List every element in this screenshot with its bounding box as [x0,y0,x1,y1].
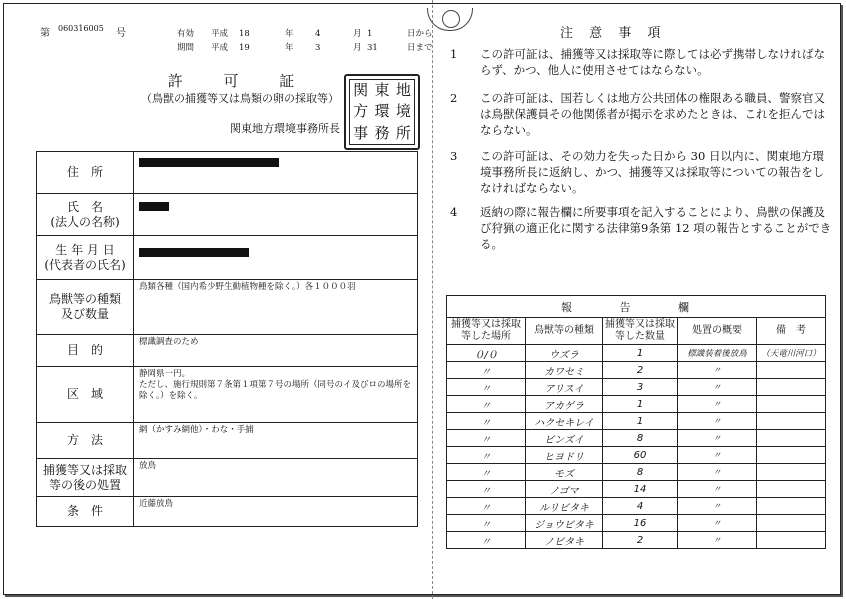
report-cell-note [757,498,826,515]
validity-to-nen: 年 [285,43,294,53]
report-table [446,295,826,549]
report-cell-place: 〃 [447,498,526,515]
seal-char: 東 [374,81,390,99]
birthdate-value [134,236,418,280]
table-row [447,362,826,379]
notice-text: 返納の際に報告欄に所要事項を記入することにより、鳥獣の保護及び狩猟の適正化に関する法律第9条第 12 項の報告とすることができる。 [480,205,832,251]
report-cell-place: 〃 [447,379,526,396]
table-row [37,423,418,459]
report-cell-place: 〃 [447,481,526,498]
report-cell-action: 〃 [678,498,757,515]
table-row [37,152,418,194]
redacted-block [139,158,279,167]
table-row [447,498,826,515]
report-cell-species: カワセミ [526,362,603,379]
report-cell-species: ビンズイ [526,430,603,447]
table-row [447,481,826,498]
report-cell-count: 1 [603,345,678,362]
purpose-value: 標識調査のため [134,335,418,367]
validity-from-label: 有効 [177,29,195,39]
report-cell-place: 〃 [447,430,526,447]
seal-char: 務 [374,123,390,142]
serial-number: 060316005 [58,24,104,33]
validity-to-era: 平成 [211,43,229,53]
seal-char: 環 [374,102,390,121]
col-species: 鳥獣等の種類 [526,318,603,345]
report-cell-species: ウズラ [526,345,603,362]
notice-item [450,46,834,78]
address-label: 住 所 [37,152,134,194]
report-cell-place: 〃 [447,464,526,481]
table-row [37,194,418,236]
report-cell-place: 〃 [447,515,526,532]
table-row [447,345,826,362]
report-cell-species: モズ [526,464,603,481]
area-value: 静岡県一円。 ただし、施行規則第７条第１項第７号の場所（同号のイ及びロの場所を除く。）を除く。 [134,367,418,423]
table-row [37,497,418,527]
report-cell-species: ノビタキ [526,532,603,549]
report-cell-action: 〃 [678,396,757,413]
report-cell-note [757,413,826,430]
validity-period [175,26,435,56]
report-cell-species: ノゴマ [526,481,603,498]
permit-title: 許 可 証 [167,72,313,90]
report-cell-place: 〃 [447,362,526,379]
report-cell-count: 2 [603,362,678,379]
table-row [447,464,826,481]
validity-from-year: 18 [239,29,250,39]
notice-text: この許可証は、捕獲等又は採取等に際しては必ず携帯しなければならず、かつ、他人に使用させてはならない。 [480,47,825,77]
table-row [447,515,826,532]
validity-to-tsuki: 月 [353,43,362,53]
report-cell-count: 3 [603,379,678,396]
report-cell-count: 8 [603,430,678,447]
notice-title: 注 意 事 項 [560,26,667,41]
report-cell-note [757,481,826,498]
report-cell-note: （天竜川河口） [757,345,826,362]
validity-from-suffix: 日から [407,29,433,39]
method-value: 網（かすみ網他）・わな・手捕 [134,423,418,459]
report-cell-note [757,447,826,464]
notice-number: 1 [450,47,458,61]
report-cell-species: ヒヨドリ [526,447,603,464]
validity-to-year: 19 [239,43,250,53]
table-row [447,396,826,413]
notice-item [450,204,834,252]
report-cell-note [757,464,826,481]
notice-text: この許可証は、国若しくは地方公共団体の権限ある職員、警察官又は鳥獣保護員その他関係者が掲示を求めたときは、これを拒んではならない。 [480,91,825,137]
address-value [134,152,418,194]
col-count: 捕獲等又は採取等した数量 [603,318,678,345]
report-cell-note [757,362,826,379]
notice-number: 3 [450,149,458,163]
report-cell-count: 16 [603,515,678,532]
report-cell-note [757,430,826,447]
report-cell-note [757,396,826,413]
validity-to-label: 期間 [177,43,195,53]
report-cell-species: ジョウビタキ [526,515,603,532]
seal-char: 事 [353,123,369,142]
method-label: 方 法 [37,423,134,459]
species-label: 鳥獣等の種類 及び数量 [37,280,134,335]
name-label: 氏 名 (法人の名称) [37,194,134,236]
table-row [447,447,826,464]
report-cell-count: 4 [603,498,678,515]
redacted-block [139,202,169,211]
report-cell-species: アリスイ [526,379,603,396]
notice-text: この許可証は、その効力を失った日から 30 日以内に、関東地方環境事務所長に返納し、かつ、捕獲等又は採取等についての報告をしなければならない。 [480,149,825,195]
report-title-row [447,296,826,318]
validity-to-month: 3 [315,43,321,53]
name-value [134,194,418,236]
report-cell-species: ハクセキレイ [526,413,603,430]
report-cell-action: 〃 [678,515,757,532]
seal-char: 境 [395,102,411,121]
report-cell-note [757,515,826,532]
report-cell-place: 〃 [447,396,526,413]
species-value: 鳥類各種（国内希少野生動植物種を除く。）各１０００羽 [134,280,418,335]
area-label: 区 域 [37,367,134,423]
table-row [447,379,826,396]
validity-to-suffix: 日まで [407,43,433,53]
table-row [37,367,418,423]
report-cell-note [757,532,826,549]
report-cell-note [757,379,826,396]
report-cell-action: 〃 [678,532,757,549]
notice-number: 4 [450,205,458,219]
report-title: 報 告 欄 [447,296,826,318]
permit-subtitle: （鳥獣の捕獲等又は鳥類の卵の採取等） [141,92,339,105]
report-cell-species: ルリビタキ [526,498,603,515]
post-capture-value: 放鳥 [134,459,418,497]
report-cell-action: 〃 [678,362,757,379]
permit-table [36,151,418,527]
table-row [37,236,418,280]
report-cell-action: 〃 [678,430,757,447]
report-cell-count: 1 [603,396,678,413]
report-cell-place: 〃 [447,413,526,430]
validity-to-day: 31 [367,43,378,53]
report-cell-action: 〃 [678,379,757,396]
report-cell-count: 2 [603,532,678,549]
validity-from-day: 1 [367,29,373,39]
report-cell-action: 〃 [678,464,757,481]
report-cell-place: 〃 [447,532,526,549]
issuer-name: 関東地方環境事務所長 [230,122,340,135]
table-row [447,532,826,549]
table-row [447,430,826,447]
validity-from-month: 4 [315,29,321,39]
col-action: 処置の概要 [678,318,757,345]
validity-from-era: 平成 [211,29,229,39]
seal-char: 地 [395,81,411,99]
report-cell-action: 標識装着後放鳥 [678,345,757,362]
seal-char: 関 [353,81,369,99]
table-row [37,459,418,497]
notice-number: 2 [450,91,458,105]
table-row [37,280,418,335]
purpose-label: 目 的 [37,335,134,367]
official-seal [344,74,420,150]
conditions-label: 条 件 [37,497,134,527]
seal-char: 所 [395,123,411,142]
report-cell-action: 〃 [678,413,757,430]
col-note: 備 考 [757,318,826,345]
report-cell-count: 14 [603,481,678,498]
table-row [37,335,418,367]
report-cell-place: 〃 [447,447,526,464]
seal-char: 方 [353,102,369,121]
birthdate-label: 生 年 月 日 (代表者の氏名) [37,236,134,280]
validity-from-tsuki: 月 [353,29,362,39]
col-place: 捕獲等又は採取等した場所 [447,318,526,345]
notice-item [450,148,834,196]
report-cell-action: 〃 [678,481,757,498]
report-cell-count: 1 [603,413,678,430]
conditions-value: 近藤放鳥 [134,497,418,527]
report-cell-species: アカゲラ [526,396,603,413]
report-cell-count: 60 [603,447,678,464]
redacted-block [139,248,249,257]
table-row [447,413,826,430]
serial-suffix: 号 [116,28,126,39]
report-cell-action: 〃 [678,447,757,464]
report-cell-place: ０/０ [447,345,526,362]
post-capture-label: 捕獲等又は採取 等の後の処置 [37,459,134,497]
serial-label: 第 [40,28,50,39]
validity-from-nen: 年 [285,29,294,39]
fold-line [432,0,433,599]
report-header-row [447,318,826,345]
notice-item [450,90,834,138]
report-cell-count: 8 [603,464,678,481]
